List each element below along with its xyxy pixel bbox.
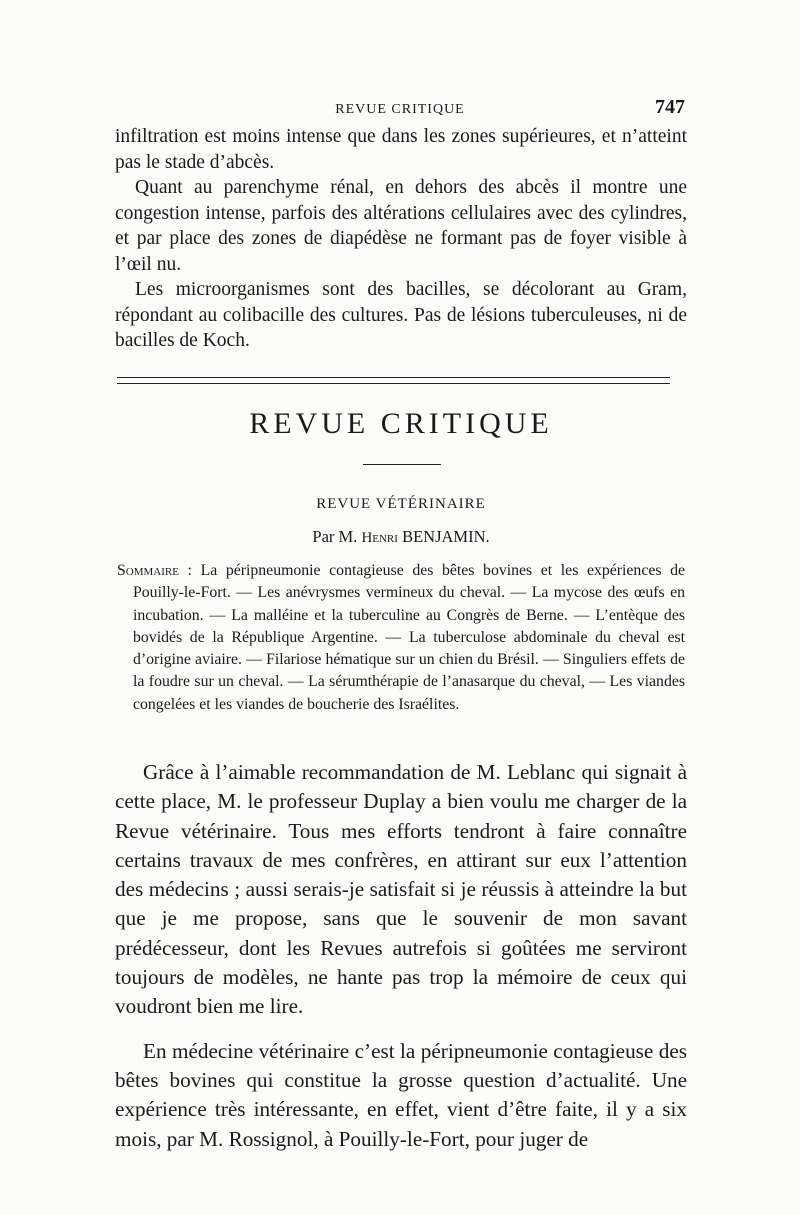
summary-text: La péripneumonie contagieuse des bêtes bovines et les expériences de Pouilly-le-Fort. — Les anévrysmes vermineux du cheval. — La mycose des œufs en incubation. — La malléine et la tuberculine au Congrès de Berne. — L’entèque des bovidés de la République Argentine. — La tuberculose abdominale du cheval est d’origine aviaire. — Filariose hématique sur un chien du Brésil. — Singuliers effets de la foudre sur un cheval. — La sérumthérapie de l’anasarque du cheval, — Les viandes congelées et les viandes de boucherie des Israélites. (133, 562, 686, 713)
byline-prefix: Par M. (312, 527, 358, 546)
continuation-paragraph-1: infiltration est moins intense que dans les zones supérieures, et n’atteint pas le stade d’abcès. (115, 126, 687, 173)
author-first-name: Henri (361, 530, 398, 546)
article-body (115, 758, 687, 1154)
running-title: REVUE CRITIQUE (335, 102, 465, 117)
section-divider (117, 377, 670, 384)
body-paragraph-2: En médecine vétérinaire c’est la péripneumonie contagieuse des bêtes bovines qui constitue la grosse question d’actualité. Une expérience très intéressante, en effet, vient d’être faite, il y a six mois, par M. Rossignol, à Pouilly-le-Fort, pour juger de (115, 1038, 687, 1151)
summary-block (117, 560, 685, 716)
continuation-text (115, 124, 687, 354)
body-paragraph-1: Grâce à l’aimable recommandation de M. Leblanc qui signait à cette place, M. le professeur Duplay a bien voulu me charger de la Revue vétérinaire. Tous mes efforts tendront à faire connaître certains travaux de mes confrères, en attirant sur eux l’attention des médecins ; aussi serais-je satisfait si je réussis à atteindre la but que je me propose, sans que le souvenir de mon savant prédécesseur, dont les Revues autrefois si goûtées me serviront toujours de modèles, ne hante pas trop la mémoire de ceux qui voudront bien me lire. (115, 760, 687, 1019)
page-number: 747 (655, 96, 685, 118)
section-subtitle: REVUE VÉTÉRINAIRE (316, 496, 486, 512)
author-last-name: BENJAMIN. (402, 527, 490, 546)
section-title: REVUE CRITIQUE (249, 407, 553, 440)
summary-label: Sommaire : (117, 562, 192, 579)
continuation-paragraph-3: Les microorganismes sont des bacilles, se décolorant au Gram, répondant au colibacille des cultures. Pas de lésions tuberculeuses, ni de bacilles de Koch. (115, 279, 687, 351)
running-head (115, 94, 685, 124)
byline (115, 527, 687, 547)
title-rule (363, 464, 441, 465)
continuation-paragraph-2: Quant au parenchyme rénal, en dehors des abcès il montre une congestion intense, parfois des altérations cellulaires avec des cylindres, et par place des zones de diapédèse ne formant pas de foyer visible à l’œil nu. (115, 177, 687, 275)
